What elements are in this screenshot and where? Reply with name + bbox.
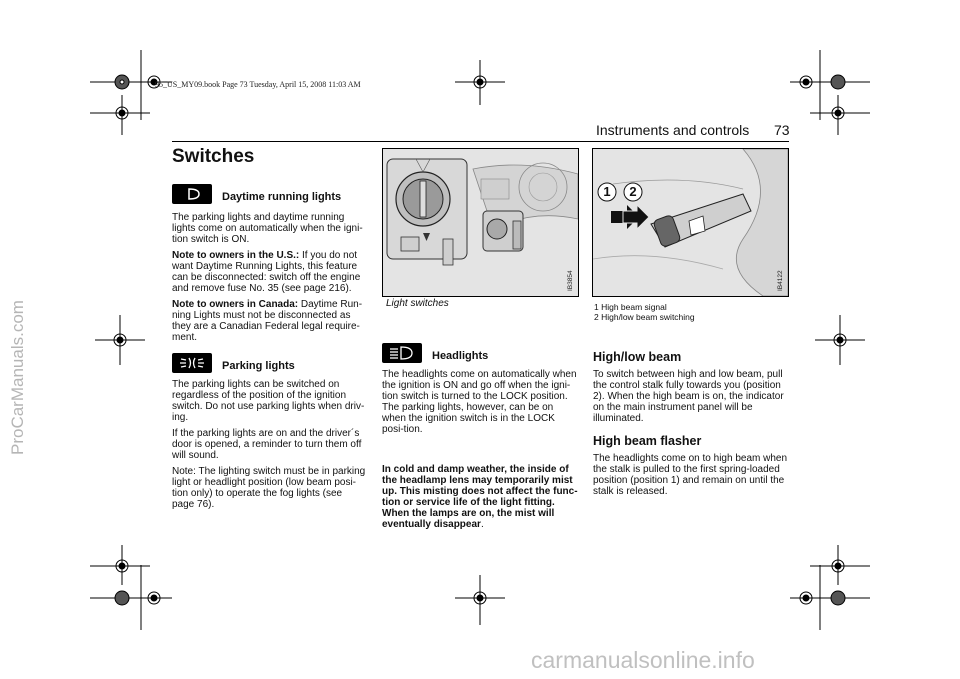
light-switch-illustration	[383, 149, 578, 296]
light-switch-figure	[382, 148, 579, 297]
canada-note-label: Note to owners in Canada:	[172, 299, 299, 310]
figure-code-2: IB4122	[777, 270, 784, 291]
callout-2: 2	[629, 184, 637, 199]
parking-paragraph-2: If the parking lights are on and the driver´s door is opened, a reminder to turn them off will sound.	[172, 428, 362, 461]
headlights-paragraph: The headlights come on automatically when the ignition is ON and go off when the igni-tion switch is turned to the LOCK position. The parking lights, however, can be on when the ignition switch is in the LOCK posi-tion.	[382, 369, 577, 435]
column-1-text	[172, 212, 367, 348]
page-title: Switches	[172, 146, 255, 167]
figure-legend	[594, 302, 695, 322]
drl-paragraph: The parking lights and daytime running lights come on automatically when the igni-tion switch is ON.	[172, 212, 363, 245]
legend-item-1: 1 High beam signal	[594, 302, 667, 312]
header-rule	[172, 141, 789, 142]
high-low-text	[593, 369, 790, 429]
flasher-heading: High beam flasher	[593, 434, 702, 448]
drl-heading: Daytime running lights	[222, 191, 342, 203]
figure-caption: Light switches	[386, 298, 449, 309]
parking-heading: Parking lights	[222, 360, 295, 372]
flasher-paragraph: The headlights come on to high beam when the stalk is pulled to the first spring-loaded position (position 1) and remain on until the stalk is released.	[593, 453, 788, 497]
section-title: Instruments and controls	[596, 122, 750, 138]
canada-note-text: Daytime Run-ning Lights must not be disconnected as they are a Canadian Federal legal require-ment.	[172, 299, 363, 343]
warning-end: .	[480, 519, 484, 530]
callout-1: 1	[603, 184, 611, 199]
file-stamp: 95_US_MY09.book Page 73 Tuesday, April 15, 2008 11:03 AM	[155, 80, 361, 89]
warning-body: In cold and damp weather, the inside of the headlamp lens may temporarily mist up. This misting does not affect the func-tion or service life of the light fitting. When the lamps are on, the mist will eventually disappear	[382, 464, 578, 530]
canada-note	[172, 299, 367, 343]
legend-item-2: 2 High/low beam switching	[594, 312, 695, 322]
high-low-heading: High/low beam	[593, 350, 682, 364]
high-low-paragraph: To switch between high and low beam, pull the control stalk fully towards you (position 2). When the high beam is on, the indicator on the main instrument panel will be illuminated.	[593, 369, 784, 424]
warning-text	[382, 464, 579, 530]
headlights-icon	[382, 343, 422, 363]
us-note-text: If you do not want Daytime Running Lights, this feature can be disconnected: switch off the engine and remove fuse No. 35 (see page 216).	[172, 250, 361, 294]
page-number: 73	[774, 122, 790, 138]
side-watermark: ProCarManuals.com	[8, 300, 27, 455]
flasher-text	[593, 453, 790, 502]
headlights-text	[382, 369, 579, 440]
daytime-running-lights-icon	[172, 184, 212, 204]
parking-lights-icon	[172, 353, 212, 373]
headlights-heading: Headlights	[432, 350, 489, 362]
us-note-label: Note to owners in the U.S.:	[172, 250, 300, 261]
stalk-figure	[592, 148, 789, 297]
figure-code: IB3854	[567, 270, 574, 291]
stalk-illustration	[593, 149, 788, 296]
parking-text	[172, 379, 367, 515]
parking-paragraph-3: Note: The lighting switch must be in parking light or headlight position (low beam posi-tion only) to operate the fog lights (see page 76).	[172, 466, 366, 510]
parking-paragraph-1: The parking lights can be switched on regardless of the position of the ignition switch. Do not use parking lights when driv-ing.	[172, 379, 365, 423]
us-note	[172, 250, 367, 294]
bottom-watermark: carmanualsonline.info	[531, 647, 755, 673]
